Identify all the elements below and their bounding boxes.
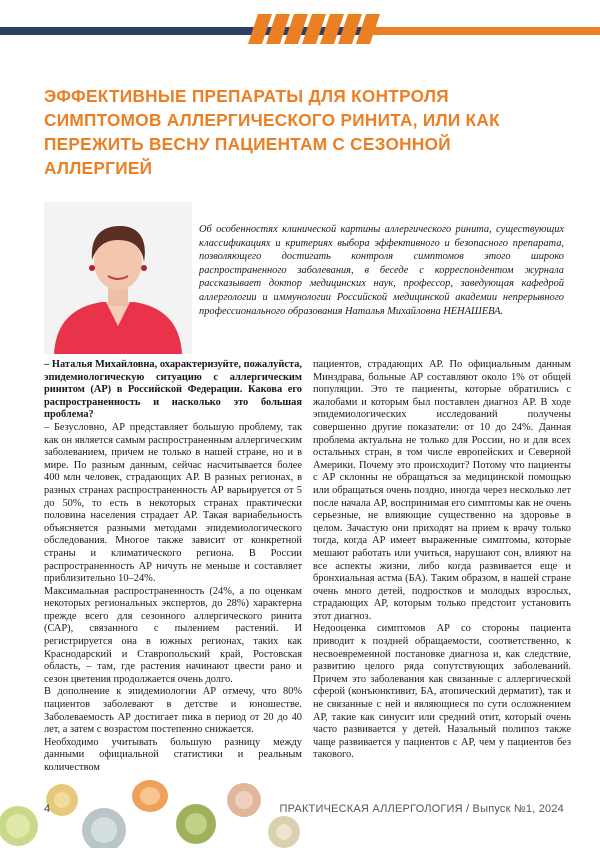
paragraph: В дополнение к эпидемиологии АР отмечу, что 80% пациентов заболевают в детстве и юношестве. Заболеваемость АР достигает пика в период от 20 до 40 лет, а затем с возрастом постепенно снижается. bbox=[44, 686, 302, 736]
text-column-right bbox=[313, 359, 571, 762]
paragraph: Недооценка симптомов АР со стороны пациента приводит к поздней обращаемости, соответственно, к несвоевременной постановке диагноза и, как следствие, развитию целого ряда сопутствующих заболеваний. Причем это заболевания как связанные с аллергической сферой (конъюнктивит, БА, атопический дерматит), так и не связанные с ней и являющиеся по сути осложнением АР, такие как синусит или средний отит, который очень часто развивается у детей. Назальный полипоз также чаще развивается у пациентов с АР, чем у пациентов без такового. bbox=[313, 623, 571, 761]
article-intro: Об особенностях клинической картины аллергического ринита, существующих классификациях и критериях выбора эффективного и безопасного препарата, позволяющего достигать контроля симптомов этого широко распространенного заболевания, в беседе с корреспондентом журнала рассказывает доктор медицинских наук, профессор, заведующая кафедрой аллергологии и иммунологии Российской медицинской академии непрерывного профессионального образования Наталья Михайловна НЕНАШЕВА. bbox=[199, 224, 564, 317]
paragraph: пациентов, страдающих АР. По официальным данным Минздрава, больные АР составляют около 1% от общей популяции. Это те пациенты, которые обратились с жалобами и которым был поставлен диагноз АР. В ходе эпидемиологических исследований получены совершенно другие показатели: от 10 до 24%. Данная проблема актуальна не только для России, но и для всех остальных стран, в том числе европейских и Северной Америки. Почему это происходит? Потому что пациенты с АР склонны не обращаться за медицинской помощью или обращаться очень поздно, иногда через несколько лет после начала АР, воспринимая его симптомы как не очень серьезные, не влияющие существенно на здоровье в целом. Зачастую они приходят на прием к врачу только тогда, когда АР имеет выраженные симптомы, которые мешают работать или учиться, нарушают сон, влияют на все аспекты жизни, либо когда развивается еще и бронхиальная астма (БА). Таким образом, в нашей стране очень много детей, подростков и молодых взрослых, страдающих АР, которым только предстоит установить этот диагноз. bbox=[313, 359, 571, 622]
text-column-left bbox=[44, 359, 302, 775]
article-title: ЭФФЕКТИВНЫЕ ПРЕПАРАТЫ ДЛЯ КОНТРОЛЯ СИМПТОМОВ АЛЛЕРГИЧЕСКОГО РИНИТА, ИЛИ КАК ПЕРЕЖИТЬ ВЕСНУ ПАЦИЕНТАМ С СЕЗОННОЙ АЛЛЕРГИЕЙ bbox=[44, 86, 500, 178]
paragraph: Максимальная распространенность (24%, а по оценкам некоторых региональных экспертов, до 28%) характерна прежде всего для сезонного аллергического ринита (САР), связанного с пылением растений. И регистрируется она в южных регионах, таких как Краснодарский и Ставропольский край, Ростовская область, – там, где растения начинают цвести рано и сезон цветения продолжается очень долго. bbox=[44, 585, 302, 685]
header-stripe-bar bbox=[0, 0, 600, 46]
interview-question: – Наталья Михайловна, охарактеризуйте, пожалуйста, эпидемиологическую ситуацию с аллергическим ринитом (АР) в Российской Федерации. Какова его распространенность и насколько это большая проблема? bbox=[44, 359, 302, 421]
author-photo bbox=[44, 202, 192, 354]
paragraph: – Безусловно, АР представляет большую проблему, так как он является самым распространенным аллергическим заболеванием, причем не только в нашей стране, но и в мире. По разным данным, сейчас насчитывается более 400 млн человек, страдающих АР. В разных регионах, в разных странах распространенность АР варьируется от 5 до 50%, то есть в некоторых странах практически половина населения страдает АР. Такая вариабельность объясняется разными методами эпидемиологического обследования. Многое также зависит от конкретной страны и климатического региона. В России распространенность АР ничуть не меньше и составляет приблизительно 10–24%. bbox=[44, 421, 302, 585]
journal-footer: ПРАКТИЧЕСКАЯ АЛЛЕРГОЛОГИЯ / Выпуск №1, 2024 bbox=[279, 803, 564, 815]
paragraph: Необходимо учитывать большую разницу между данными официальной статистики и реальным количеством bbox=[44, 736, 302, 773]
page-number: 4 bbox=[44, 803, 51, 815]
